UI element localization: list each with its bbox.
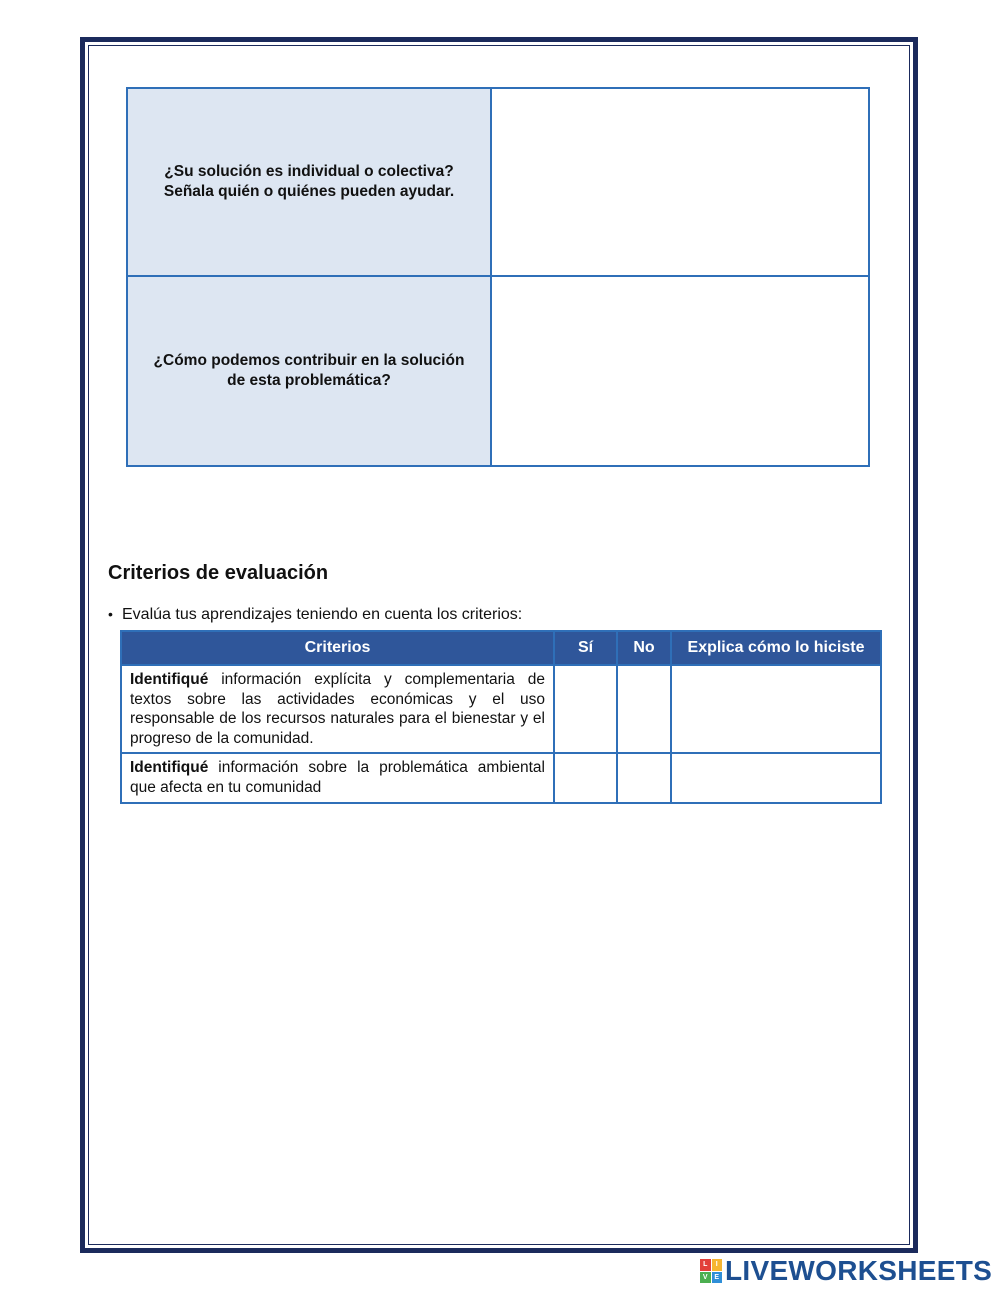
header-no: No	[617, 631, 671, 665]
logo-text: LIVEWORKSHEETS	[725, 1255, 993, 1286]
instruction-text: Evalúa tus aprendizajes teniendo en cuenta los criterios:	[122, 606, 523, 623]
logo-mark-icon	[700, 1259, 722, 1283]
questions-table	[126, 87, 870, 467]
criterion-text	[121, 665, 554, 753]
criterion-text	[121, 753, 554, 803]
table-row	[121, 753, 881, 803]
answer-cell-2[interactable]	[492, 277, 868, 465]
si-cell[interactable]	[554, 753, 617, 803]
no-cell[interactable]	[617, 753, 671, 803]
criteria-table	[120, 630, 882, 804]
header-explica: Explica cómo lo hiciste	[671, 631, 881, 665]
logo-mark-letter: I	[712, 1259, 723, 1271]
table-row	[121, 665, 881, 753]
explica-cell[interactable]	[671, 665, 881, 753]
logo-mark-letter: L	[700, 1259, 711, 1271]
explica-cell[interactable]	[671, 753, 881, 803]
section-title: Criterios de evaluación	[108, 562, 329, 584]
no-cell[interactable]	[617, 665, 671, 753]
instruction-line	[108, 606, 522, 624]
si-cell[interactable]	[554, 665, 617, 753]
header-criterios: Criterios	[121, 631, 554, 665]
criterion-desc: información sobre la problemática ambiental que afecta en tu comunidad	[130, 759, 545, 796]
question-cell-2: ¿Cómo podemos contribuir en la solución de esta problemática?	[128, 277, 492, 465]
liveworksheets-logo	[700, 1256, 992, 1286]
bullet-icon: •	[108, 606, 113, 622]
criteria-header-row	[121, 631, 881, 665]
criterion-desc: información explícita y complementaria de textos sobre las actividades económicas y el uso responsable de los recursos naturales para el bienestar y el progreso de la comunidad.	[130, 671, 545, 747]
logo-mark-letter: V	[700, 1272, 711, 1284]
question-cell-1: ¿Su solución es individual o colectiva? Señala quién o quiénes pueden ayudar.	[128, 89, 492, 277]
logo-mark-letter: E	[712, 1272, 723, 1284]
answer-cell-1[interactable]	[492, 89, 868, 277]
criterion-bold: Identifiqué	[130, 671, 209, 688]
criterion-bold: Identifiqué	[130, 759, 209, 776]
header-si: Sí	[554, 631, 617, 665]
